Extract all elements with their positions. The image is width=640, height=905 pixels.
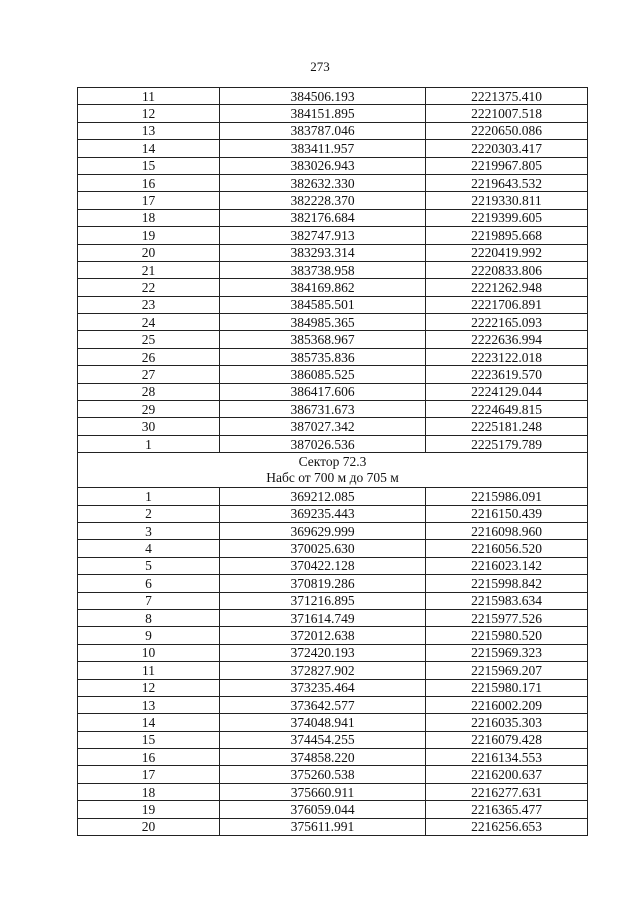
point-number-cell: 27 — [78, 366, 220, 383]
y-coordinate-cell: 2215969.207 — [426, 662, 588, 679]
x-coordinate-cell: 385368.967 — [220, 331, 426, 348]
table-row — [78, 261, 588, 278]
section-header-row — [78, 453, 588, 488]
x-coordinate-cell: 383293.314 — [220, 244, 426, 261]
table-row — [78, 488, 588, 505]
point-number-cell: 16 — [78, 749, 220, 766]
table-row — [78, 88, 588, 105]
point-number-cell: 19 — [78, 227, 220, 244]
y-coordinate-cell: 2216134.553 — [426, 749, 588, 766]
y-coordinate-cell: 2215969.323 — [426, 644, 588, 661]
y-coordinate-cell: 2216035.303 — [426, 714, 588, 731]
table-row — [78, 557, 588, 574]
y-coordinate-cell: 2216277.631 — [426, 783, 588, 800]
x-coordinate-cell: 382632.330 — [220, 174, 426, 191]
point-number-cell: 18 — [78, 209, 220, 226]
y-coordinate-cell: 2215977.526 — [426, 609, 588, 626]
x-coordinate-cell: 375660.911 — [220, 783, 426, 800]
point-number-cell: 23 — [78, 296, 220, 313]
x-coordinate-cell: 373235.464 — [220, 679, 426, 696]
x-coordinate-cell: 373642.577 — [220, 696, 426, 713]
table-row — [78, 592, 588, 609]
x-coordinate-cell: 372012.638 — [220, 627, 426, 644]
y-coordinate-cell: 2219967.805 — [426, 157, 588, 174]
point-number-cell: 8 — [78, 609, 220, 626]
y-coordinate-cell: 2216079.428 — [426, 731, 588, 748]
y-coordinate-cell: 2223122.018 — [426, 348, 588, 365]
section-title: Сектор 72.3 — [298, 454, 367, 470]
point-number-cell: 11 — [78, 88, 220, 105]
table-row — [78, 540, 588, 557]
y-coordinate-cell: 2220303.417 — [426, 140, 588, 157]
x-coordinate-cell: 372420.193 — [220, 644, 426, 661]
table-row — [78, 505, 588, 522]
x-coordinate-cell: 369235.443 — [220, 505, 426, 522]
y-coordinate-cell: 2225179.789 — [426, 435, 588, 452]
table-row — [78, 383, 588, 400]
point-number-cell: 17 — [78, 192, 220, 209]
x-coordinate-cell: 374048.941 — [220, 714, 426, 731]
y-coordinate-cell: 2215980.171 — [426, 679, 588, 696]
table-row — [78, 348, 588, 365]
y-coordinate-cell: 2225181.248 — [426, 418, 588, 435]
y-coordinate-cell: 2216023.142 — [426, 557, 588, 574]
table-row — [78, 314, 588, 331]
x-coordinate-cell: 370025.630 — [220, 540, 426, 557]
y-coordinate-cell: 2221706.891 — [426, 296, 588, 313]
table-row — [78, 296, 588, 313]
table-row — [78, 227, 588, 244]
y-coordinate-cell: 2222636.994 — [426, 331, 588, 348]
point-number-cell: 2 — [78, 505, 220, 522]
y-coordinate-cell: 2220419.992 — [426, 244, 588, 261]
point-number-cell: 28 — [78, 383, 220, 400]
x-coordinate-cell: 385735.836 — [220, 348, 426, 365]
table-row — [78, 662, 588, 679]
table-row — [78, 644, 588, 661]
point-number-cell: 11 — [78, 662, 220, 679]
table-row — [78, 192, 588, 209]
y-coordinate-cell: 2215980.520 — [426, 627, 588, 644]
x-coordinate-cell: 384169.862 — [220, 279, 426, 296]
y-coordinate-cell: 2219895.668 — [426, 227, 588, 244]
table-row — [78, 801, 588, 818]
y-coordinate-cell: 2216365.477 — [426, 801, 588, 818]
table-row — [78, 140, 588, 157]
point-number-cell: 6 — [78, 575, 220, 592]
point-number-cell: 18 — [78, 783, 220, 800]
point-number-cell: 19 — [78, 801, 220, 818]
point-number-cell: 12 — [78, 105, 220, 122]
point-number-cell: 20 — [78, 244, 220, 261]
table-row — [78, 244, 588, 261]
y-coordinate-cell: 2221262.948 — [426, 279, 588, 296]
table-row — [78, 209, 588, 226]
point-number-cell: 12 — [78, 679, 220, 696]
y-coordinate-cell: 2216098.960 — [426, 522, 588, 539]
point-number-cell: 15 — [78, 731, 220, 748]
x-coordinate-cell: 384151.895 — [220, 105, 426, 122]
table-row — [78, 714, 588, 731]
y-coordinate-cell: 2216150.439 — [426, 505, 588, 522]
y-coordinate-cell: 2220833.806 — [426, 261, 588, 278]
x-coordinate-cell: 375611.991 — [220, 818, 426, 835]
table-row — [78, 401, 588, 418]
table-row — [78, 122, 588, 139]
point-number-cell: 7 — [78, 592, 220, 609]
table-row — [78, 575, 588, 592]
y-coordinate-cell: 2216056.520 — [426, 540, 588, 557]
point-number-cell: 1 — [78, 488, 220, 505]
coordinates-table-body — [78, 88, 588, 836]
x-coordinate-cell: 383026.943 — [220, 157, 426, 174]
y-coordinate-cell: 2221007.518 — [426, 105, 588, 122]
table-row — [78, 818, 588, 835]
point-number-cell: 30 — [78, 418, 220, 435]
table-row — [78, 418, 588, 435]
point-number-cell: 13 — [78, 122, 220, 139]
x-coordinate-cell: 384985.365 — [220, 314, 426, 331]
table-row — [78, 522, 588, 539]
point-number-cell: 25 — [78, 331, 220, 348]
y-coordinate-cell: 2219399.605 — [426, 209, 588, 226]
point-number-cell: 21 — [78, 261, 220, 278]
x-coordinate-cell: 372827.902 — [220, 662, 426, 679]
table-row — [78, 749, 588, 766]
y-coordinate-cell: 2222165.093 — [426, 314, 588, 331]
y-coordinate-cell: 2220650.086 — [426, 122, 588, 139]
table-row — [78, 279, 588, 296]
x-coordinate-cell: 370819.286 — [220, 575, 426, 592]
x-coordinate-cell: 387027.342 — [220, 418, 426, 435]
point-number-cell: 17 — [78, 766, 220, 783]
y-coordinate-cell: 2216002.209 — [426, 696, 588, 713]
point-number-cell: 4 — [78, 540, 220, 557]
point-number-cell: 24 — [78, 314, 220, 331]
table-row — [78, 366, 588, 383]
x-coordinate-cell: 386417.606 — [220, 383, 426, 400]
point-number-cell: 26 — [78, 348, 220, 365]
y-coordinate-cell: 2216256.653 — [426, 818, 588, 835]
x-coordinate-cell: 382176.684 — [220, 209, 426, 226]
y-coordinate-cell: 2215986.091 — [426, 488, 588, 505]
section-subtitle: Набс от 700 м до 705 м — [266, 470, 399, 486]
table-row — [78, 627, 588, 644]
table-row — [78, 105, 588, 122]
x-coordinate-cell: 375260.538 — [220, 766, 426, 783]
x-coordinate-cell: 386085.525 — [220, 366, 426, 383]
point-number-cell: 5 — [78, 557, 220, 574]
x-coordinate-cell: 369629.999 — [220, 522, 426, 539]
x-coordinate-cell: 384585.501 — [220, 296, 426, 313]
table-row — [78, 696, 588, 713]
x-coordinate-cell: 374454.255 — [220, 731, 426, 748]
point-number-cell: 14 — [78, 140, 220, 157]
point-number-cell: 16 — [78, 174, 220, 191]
table-row — [78, 783, 588, 800]
table-row — [78, 174, 588, 191]
x-coordinate-cell: 382228.370 — [220, 192, 426, 209]
table-row — [78, 157, 588, 174]
x-coordinate-cell: 370422.128 — [220, 557, 426, 574]
x-coordinate-cell: 387026.536 — [220, 435, 426, 452]
table-row — [78, 435, 588, 452]
y-coordinate-cell: 2219643.532 — [426, 174, 588, 191]
y-coordinate-cell: 2219330.811 — [426, 192, 588, 209]
y-coordinate-cell: 2224649.815 — [426, 401, 588, 418]
point-number-cell: 3 — [78, 522, 220, 539]
point-number-cell: 29 — [78, 401, 220, 418]
x-coordinate-cell: 369212.085 — [220, 488, 426, 505]
x-coordinate-cell: 383738.958 — [220, 261, 426, 278]
point-number-cell: 9 — [78, 627, 220, 644]
x-coordinate-cell: 384506.193 — [220, 88, 426, 105]
point-number-cell: 13 — [78, 696, 220, 713]
table-row — [78, 609, 588, 626]
page-number: 273 — [310, 59, 330, 74]
x-coordinate-cell: 371614.749 — [220, 609, 426, 626]
y-coordinate-cell: 2215998.842 — [426, 575, 588, 592]
point-number-cell: 1 — [78, 435, 220, 452]
x-coordinate-cell: 386731.673 — [220, 401, 426, 418]
y-coordinate-cell: 2224129.044 — [426, 383, 588, 400]
y-coordinate-cell: 2216200.637 — [426, 766, 588, 783]
y-coordinate-cell: 2221375.410 — [426, 88, 588, 105]
x-coordinate-cell: 371216.895 — [220, 592, 426, 609]
point-number-cell: 22 — [78, 279, 220, 296]
point-number-cell: 14 — [78, 714, 220, 731]
x-coordinate-cell: 376059.044 — [220, 801, 426, 818]
table-row — [78, 766, 588, 783]
x-coordinate-cell: 383787.046 — [220, 122, 426, 139]
point-number-cell: 10 — [78, 644, 220, 661]
table-row — [78, 679, 588, 696]
x-coordinate-cell: 374858.220 — [220, 749, 426, 766]
point-number-cell: 20 — [78, 818, 220, 835]
table-row — [78, 331, 588, 348]
coordinates-table — [77, 87, 588, 836]
point-number-cell: 15 — [78, 157, 220, 174]
x-coordinate-cell: 382747.913 — [220, 227, 426, 244]
y-coordinate-cell: 2215983.634 — [426, 592, 588, 609]
table-row — [78, 731, 588, 748]
x-coordinate-cell: 383411.957 — [220, 140, 426, 157]
section-header-cell — [78, 453, 588, 488]
y-coordinate-cell: 2223619.570 — [426, 366, 588, 383]
